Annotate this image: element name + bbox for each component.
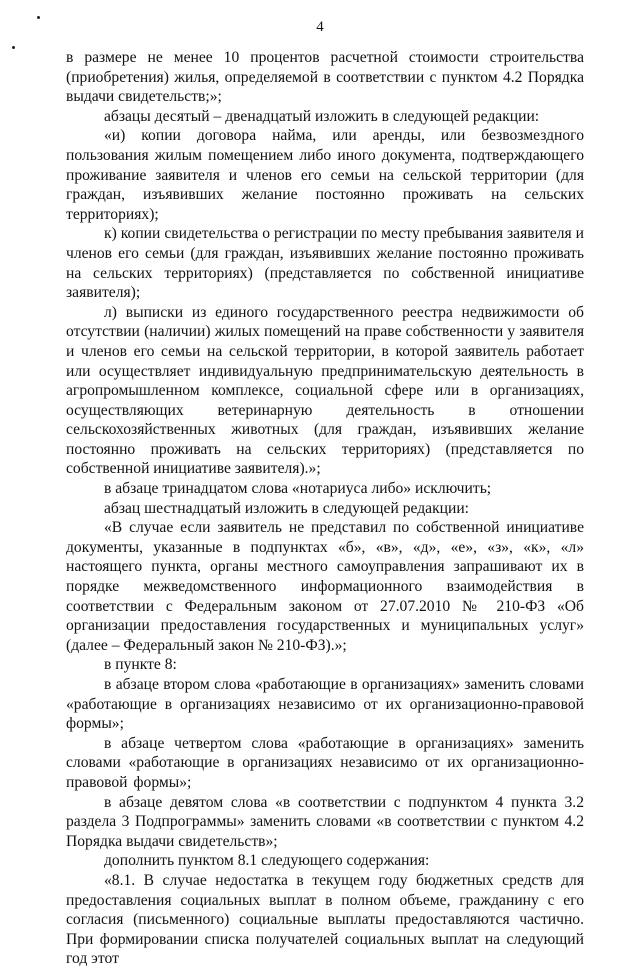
paragraph-amend-point-8-2: в абзаце втором слова «работающие в организациях» заменить словами «работающие в организациях независимо от их организационно-правовой формы»;: [66, 676, 584, 733]
paragraph-item-i: «и) копии договора найма, или аренды, или безвозмездного пользования жилым помещением либо иного документа, подтверждающего проживание заявителя и членов его семьи на сельской территории (для граждан, изъявивших желание постоянно проживать на сельских территориях);: [66, 127, 584, 223]
paragraph-add-point-8-1: дополнить пунктом 8.1 следующего содержания:: [104, 852, 430, 870]
paragraph-continuation: в размере не менее 10 процентов расчетной стоимости строительства (приобретения) жилья, определяемой в соответствии с пунктом 4.2 Порядка выдачи свидетельств;»;: [66, 49, 584, 106]
document-body: [66, 48, 584, 969]
paragraph-item-k: к) копии свидетельства о регистрации по месту пребывания заявителя и членов его семьи (для граждан, изъявивших желание постоянно проживать на сельских территориях) (представляется по собственной инициативе заявителя);: [66, 225, 584, 302]
paragraph-point-8: в пункте 8:: [104, 656, 177, 674]
paragraph-amend-point-8-4: в абзаце четвертом слова «работающие в организациях» заменить словами «работающие в организациях независимо от их организационно-правовой формы»;: [66, 734, 584, 791]
paragraph-amend-13: в абзаце тринадцатом слова «нотариуса либо» исключить;: [104, 480, 492, 498]
paragraph-item-l: л) выписки из единого государственного реестра недвижимости об отсутствии (наличии) жилых помещений на праве собственности у заявителя и членов его семьи на сельской территории, в которой заявитель работает или осуществляет индивидуальную предпринимательскую деятельность в агропромышленном комплексе, социальной сфере или в организациях, осуществляющих ветеринарную деятельность в отношении сельскохозяйственных животных (для граждан, изъявивших желание постоянно проживать на сельских территориях) (представляется по собственной инициативе заявителя).»;: [66, 303, 584, 478]
paragraph-interagency-request: «В случае если заявитель не представил по собственной инициативе документы, указанные в подпунктах «б», «в», «д», «е», «з», «к», «л» настоящего пункта, органы местного самоуправления запрашивают их в порядке межведомственного информационного взаимодействия в соответствии с Федеральным законом от 27.07.2010 № 210-ФЗ «Об организации предоставления государственных и муниципальных услуг» (далее – Федеральный закон № 210-ФЗ).»;: [66, 519, 584, 654]
scan-speck-mark: [12, 46, 15, 49]
paragraph-amend-16: абзац шестнадцатый изложить в следующей редакции:: [104, 499, 470, 517]
page-number: 4: [316, 19, 324, 35]
paragraph-point-8-1-text: «8.1. В случае недостатка в текущем году бюджетных средств для предоставления социальных выплат в полном объеме, гражданину с его согласия (письменного) социальные выплаты предоставляются частично. При формировании списка получателей социальных выплат на следующий год этот: [66, 871, 584, 968]
paragraph-amend-10-12: абзацы десятый – двенадцатый изложить в следующей редакции:: [104, 107, 540, 125]
paragraph-amend-point-8-9: в абзаце девятом слова «в соответствии с подпунктом 4 пункта 3.2 раздела 3 Подпрограммы» заменить словами «в соответствии с пунктом 4.2 Порядка выдачи свидетельств»;: [66, 793, 584, 850]
